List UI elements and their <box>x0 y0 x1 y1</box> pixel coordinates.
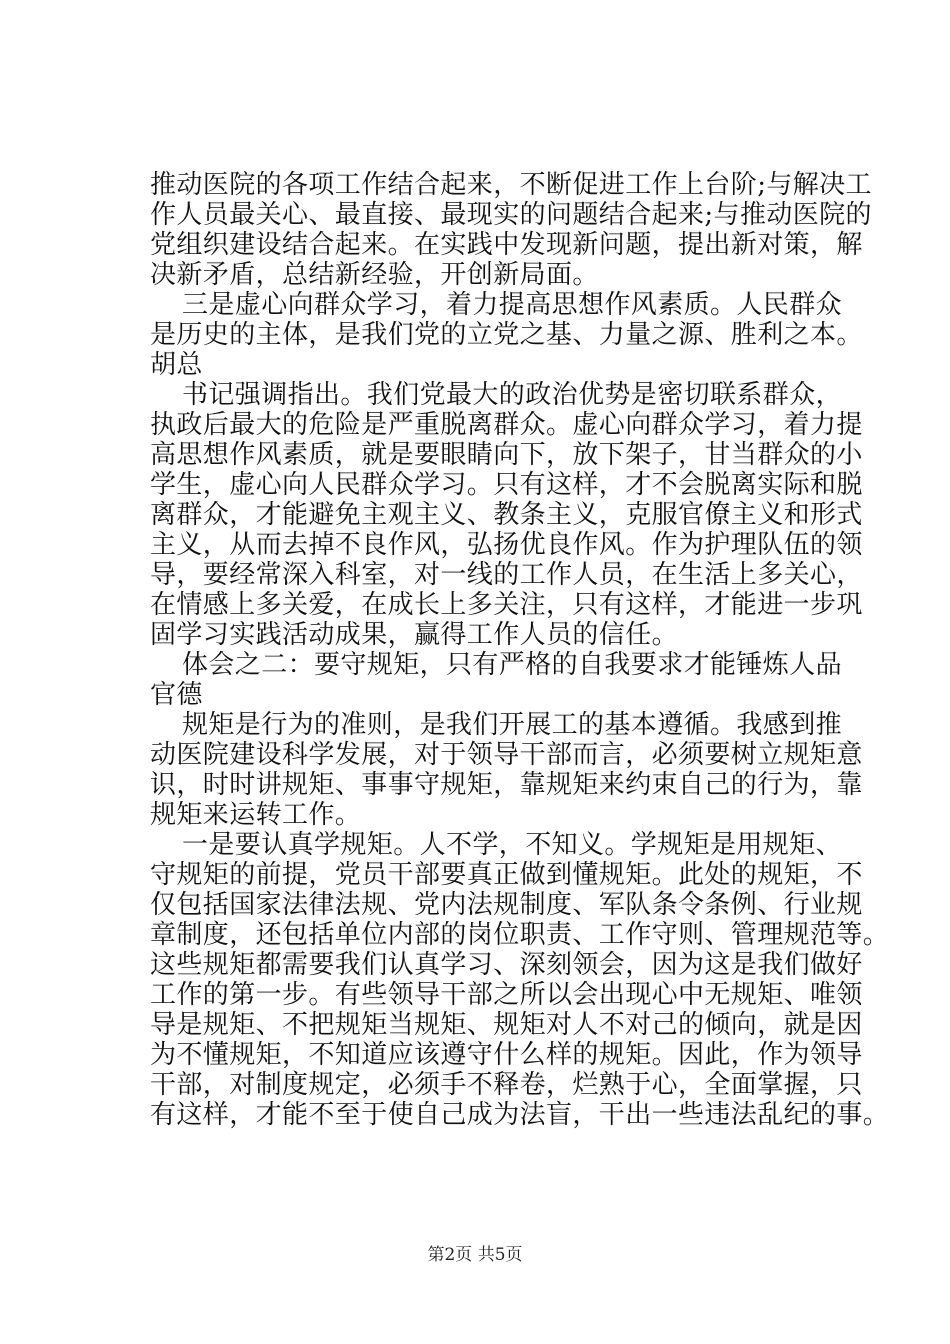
text-line: 党组织建设结合起来。在实践中发现新问题，提出新对策，解 <box>150 230 863 260</box>
text-line: 工作的第一步。有些领导干部之所以会出现心中无规矩、唯领 <box>150 980 863 1010</box>
text-line: 导，要经常深入科室，对一线的工作人员，在生活上多关心， <box>150 560 863 590</box>
text-line: 体会之二：要守规矩，只有严格的自我要求才能锤炼人品 <box>182 650 843 680</box>
text-line: 章制度，还包括单位内部的岗位职责、工作守则、管理规范等。 <box>150 920 890 950</box>
text-line: 主义，从而去掉不良作风，弘扬优良作风。作为护理队伍的领 <box>150 530 863 560</box>
text-line: 一是要认真学规矩。人不学，不知义。学规矩是用规矩、 <box>182 830 843 860</box>
text-line: 胡总 <box>150 350 203 380</box>
text-line: 导是规矩、不把规矩当规矩、规矩对人不对己的倾向，就是因 <box>150 1010 863 1040</box>
text-line: 在情感上多关爱，在成长上多关注，只有这样，才能进一步巩 <box>150 590 863 620</box>
text-line: 离群众，才能避免主观主义、教条主义，克服官僚主义和形式 <box>150 500 863 530</box>
text-line: 规矩是行为的准则，是我们开展工的基本遵循。我感到推 <box>182 710 843 740</box>
text-line: 三是虚心向群众学习，着力提高思想作风素质。人民群众 <box>182 290 843 320</box>
text-line: 为不懂规矩，不知道应该遵守什么样的规矩。因此，作为领导 <box>150 1040 863 1070</box>
text-line: 推动医院的各项工作结合起来，不断促进工作上台阶;与解决工 <box>150 170 872 200</box>
text-line: 干部，对制度规定，必须手不释卷，烂熟于心，全面掌握，只 <box>150 1070 863 1100</box>
text-line: 书记强调指出。我们党最大的政治优势是密切联系群众， <box>182 380 843 410</box>
text-line: 识，时时讲规矩、事事守规矩，靠规矩来约束自己的行为，靠 <box>150 770 863 800</box>
text-line: 仅包括国家法律法规、党内法规制度、军队条令条例、行业规 <box>150 890 863 920</box>
text-line: 是历史的主体，是我们党的立党之基、力量之源、胜利之本。 <box>150 320 863 350</box>
text-line: 守规矩的前提，党员干部要真正做到懂规矩。此处的规矩，不 <box>150 860 863 890</box>
text-line: 学生，虚心向人民群众学习。只有这样，才不会脱离实际和脱 <box>150 470 863 500</box>
text-line: 有这样，才能不至于使自己成为法盲，干出一些违法乱纪的事。 <box>150 1100 890 1130</box>
text-line: 固学习实践活动成果，赢得工作人员的信任。 <box>150 620 679 650</box>
document-body <box>150 170 890 1130</box>
text-line: 决新矛盾，总结新经验，开创新局面。 <box>150 260 599 290</box>
text-line: 执政后最大的危险是严重脱离群众。虚心向群众学习，着力提 <box>150 410 863 440</box>
page-number-label: 第2页 共5页 <box>427 1245 523 1265</box>
page-footer <box>0 1244 950 1266</box>
text-line: 作人员最关心、最直接、最现实的问题结合起来;与推动医院的 <box>150 200 872 230</box>
text-line: 这些规矩都需要我们认真学习、深刻领会，因为这是我们做好 <box>150 950 863 980</box>
text-line: 动医院建设科学发展，对于领导干部而言，必须要树立规矩意 <box>150 740 863 770</box>
text-line: 规矩来运转工作。 <box>150 800 362 830</box>
text-line: 高思想作风素质，就是要眼睛向下，放下架子，甘当群众的小 <box>150 440 863 470</box>
text-line: 官德 <box>150 680 203 710</box>
